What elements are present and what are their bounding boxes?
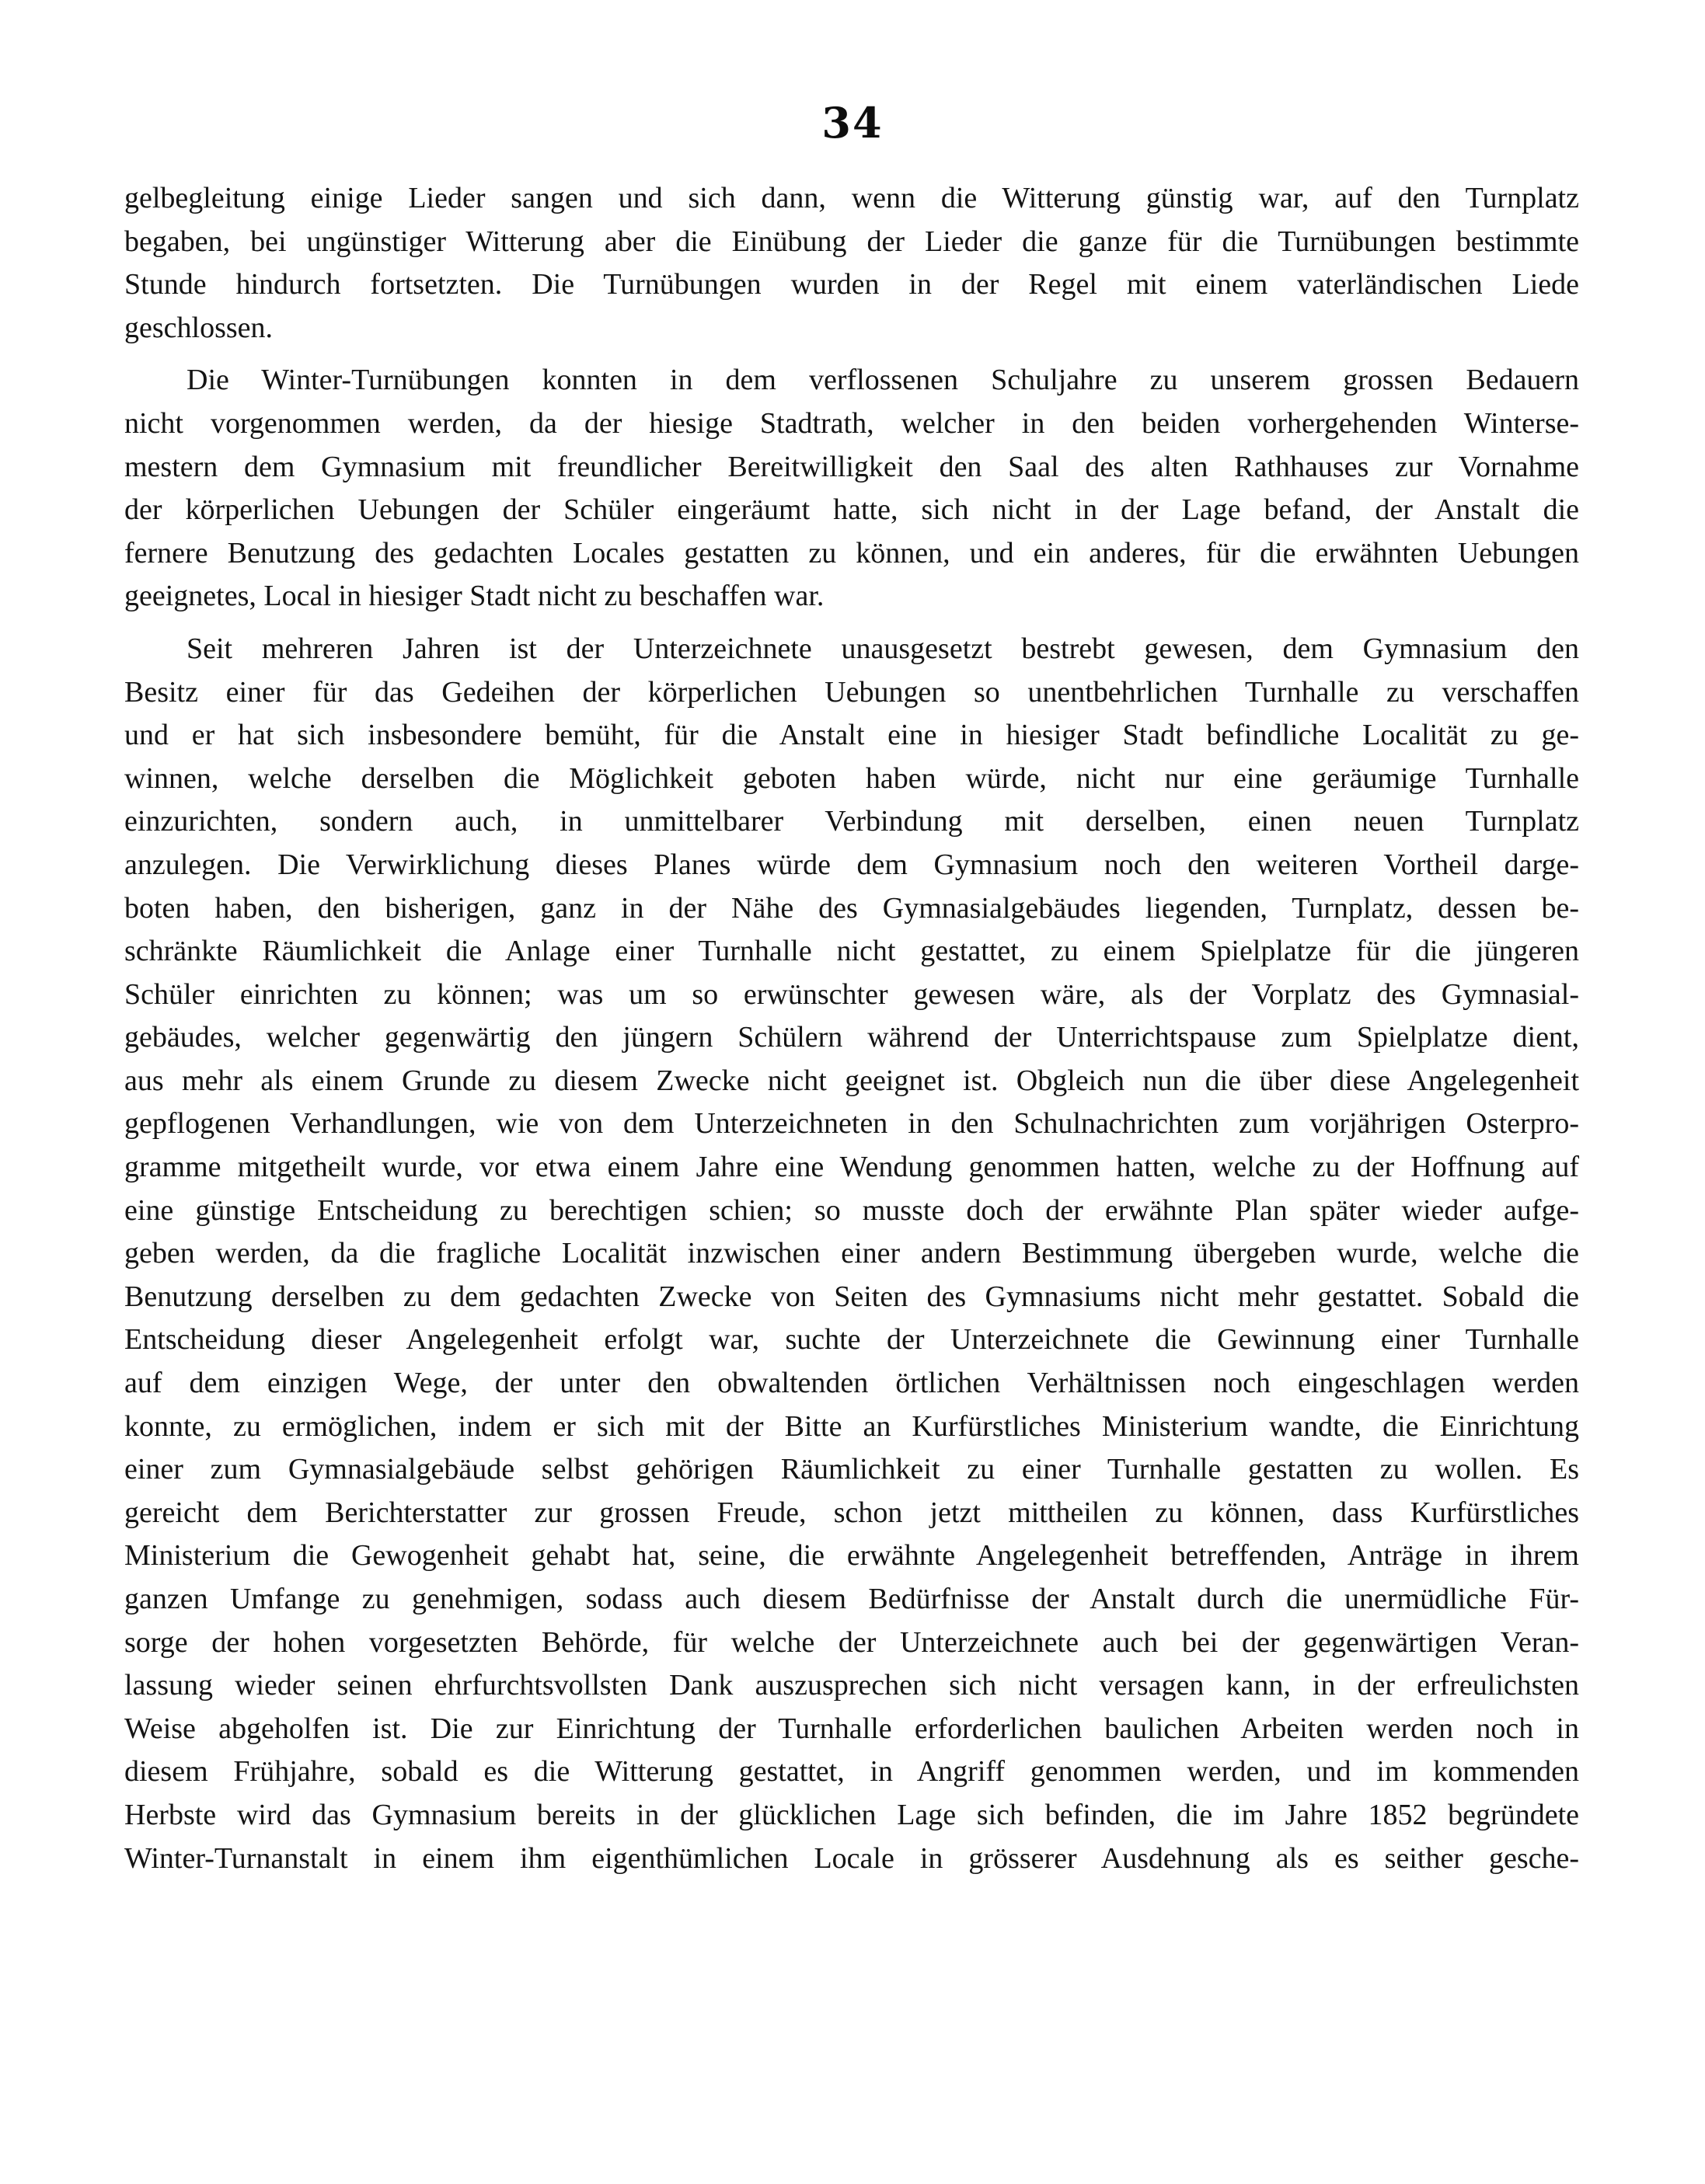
text-line: sorge der hohen vorgesetzten Behörde, für welche der Unterzeichnete auch bei der gegenwärtigen Veran-: [124, 1625, 1579, 1659]
text-line: geben werden, da die fragliche Localität inzwischen einer andern Bestimmung übergeben wurde, welche die: [124, 1237, 1579, 1270]
text-line: geeignetes, Local in hiesiger Stadt nicht zu beschaffen war.: [124, 580, 825, 613]
body-text: [124, 177, 1579, 1890]
text-line: gelbegleitung einige Lieder sangen und sich dann, wenn die Witterung günstig war, auf den Turnplatz: [124, 182, 1579, 214]
text-line: Stunde hindurch fortsetzten. Die Turnübungen wurden in der Regel mit einem vaterländischen Liede: [124, 268, 1579, 301]
text-line: schränkte Räumlichkeit die Anlage einer Turnhalle nicht gestattet, zu einem Spielplatze für die jüngeren: [124, 935, 1579, 968]
text-line: Besitz einer für das Gedeihen der körperlichen Uebungen so unentbehrlichen Turnhalle zu verschaffen: [124, 675, 1579, 709]
text-line: ganzen Umfange zu genehmigen, sodass auch diesem Bedürfnisse der Anstalt durch die unermüdliche Für-: [124, 1583, 1579, 1615]
text-line: aus mehr als einem Grunde zu diesem Zwecke nicht geeignet ist. Obgleich nun die über diese Angelegenheit: [124, 1064, 1579, 1097]
text-line: begaben, bei ungünstiger Witterung aber die Einübung der Lieder die ganze für die Turnübungen bestimmte: [124, 225, 1579, 258]
text-line: gebäudes, welcher gegenwärtig den jüngern Schülern während der Unterrichtspause zum Spielplatze dient,: [124, 1021, 1579, 1054]
text-line: gramme mitgetheilt wurde, vor etwa einem Jahre eine Wendung genommen hatten, welche zu der Hoffnung auf: [124, 1151, 1579, 1184]
text-line: gereicht dem Berichterstatter zur grossen Freude, schon jetzt mittheilen zu können, dass Kurfürstliches: [124, 1496, 1579, 1529]
text-line: Ministerium die Gewogenheit gehabt hat, seine, die erwähnte Angelegenheit betreffenden, Anträge in ihrem: [124, 1539, 1579, 1573]
text-line: winnen, welche derselben die Möglichkeit geboten haben würde, nicht nur eine geräumige Turnhalle: [124, 761, 1579, 795]
text-line: Winter-Turnanstalt in einem ihm eigenthümlichen Locale in grösserer Ausdehnung als es seither gesche-: [124, 1841, 1579, 1875]
text-line: diesem Frühjahre, sobald es die Witterung gestattet, in Angriff genommen werden, und im kommenden: [124, 1755, 1579, 1789]
text-line: Seit mehreren Jahren ist der Unterzeichnete unausgesetzt bestrebt gewesen, dem Gymnasium den: [187, 632, 1579, 665]
text-line: der körperlichen Uebungen der Schüler eingeräumt hatte, sich nicht in der Lage befand, der Anstalt die: [124, 493, 1579, 527]
text-line: Schüler einrichten zu können; was um so erwünschter gewesen wäre, als der Vorplatz des Gymnasial-: [124, 977, 1579, 1011]
text-line: boten haben, den bisherigen, ganz in der Nähe des Gymnasialgebäudes liegenden, Turnplatz, dessen be-: [124, 891, 1579, 925]
text-line: eine günstige Entscheidung zu berechtigen schien; so musste doch der erwähnte Plan später wieder aufge-: [124, 1193, 1579, 1227]
paragraph-3: [124, 628, 1579, 1880]
text-line: lassung wieder seinen ehrfurchtsvollsten Dank auszusprechen sich nicht versagen kann, in der erfreulichsten: [124, 1669, 1579, 1702]
text-line: fernere Benutzung des gedachten Locales gestatten zu können, und ein anderes, für die erwähnten Uebungen: [124, 536, 1579, 570]
text-line: auf dem einzigen Wege, der unter den obwaltenden örtlichen Verhältnissen noch eingeschlagen werden: [124, 1367, 1579, 1400]
text-line: mestern dem Gymnasium mit freundlicher Bereitwilligkeit den Saal des alten Rathhauses zur Vornahme: [124, 450, 1579, 483]
text-line: nicht vorgenommen werden, da der hiesige Stadtrath, welcher in den beiden vorhergehenden Winterse-: [124, 406, 1579, 440]
text-line: Herbste wird das Gymnasium bereits in der glücklichen Lage sich befinden, die im Jahre 1852 begründete: [124, 1798, 1579, 1831]
paragraph-1: [124, 177, 1579, 350]
text-line: geschlossen.: [124, 311, 274, 344]
text-line: Weise abgeholfen ist. Die zur Einrichtung der Turnhalle erforderlichen baulichen Arbeiten werden noch in: [124, 1712, 1579, 1745]
text-line: Die Winter-Turnübungen konnten in dem verflossenen Schuljahre zu unserem grossen Bedauern: [187, 364, 1579, 397]
text-line: Benutzung derselben zu dem gedachten Zwecke von Seiten des Gymnasiums nicht mehr gestattet. Sobald die: [124, 1280, 1579, 1313]
text-line: einer zum Gymnasialgebäude selbst gehörigen Räumlichkeit zu einer Turnhalle gestatten zu wollen. Es: [124, 1453, 1579, 1486]
text-line: konnte, zu ermöglichen, indem er sich mit der Bitte an Kurfürstliches Ministerium wandte, die Einrichtung: [124, 1409, 1579, 1443]
text-line: gepflogenen Verhandlungen, wie von dem Unterzeichneten in den Schulnachrichten zum vorjährigen Osterpro-: [124, 1107, 1579, 1141]
paragraph-2: [124, 359, 1579, 618]
text-line: einzurichten, sondern auch, in unmittelbarer Verbindung mit derselben, einen neuen Turnplatz: [124, 805, 1579, 838]
page-number: 34: [821, 98, 884, 148]
text-line: Entscheidung dieser Angelegenheit erfolgt war, suchte der Unterzeichnete die Gewinnung einer Turnhalle: [124, 1323, 1579, 1357]
text-line: anzulegen. Die Verwirklichung dieses Planes würde dem Gymnasium noch den weiteren Vortheil darge-: [124, 848, 1579, 881]
text-line: und er hat sich insbesondere bemüht, für die Anstalt eine in hiesiger Stadt befindliche Localität zu ge-: [124, 719, 1579, 752]
